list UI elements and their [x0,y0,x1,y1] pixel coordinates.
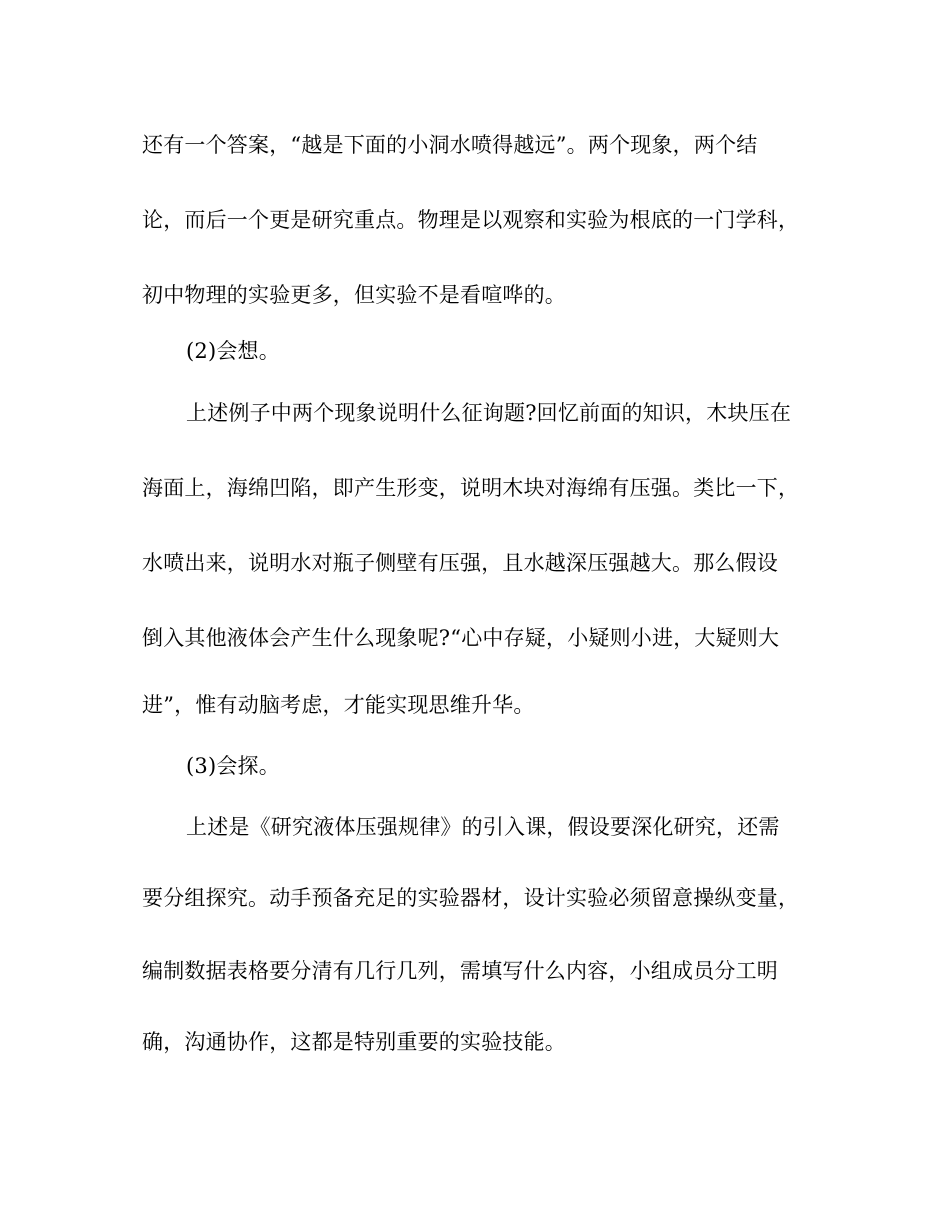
text-line: 要分组探究。动手预备充足的实验器材，设计实验必须留意操纵变量， [142,886,800,910]
text-line: 确，沟通协作，这都是特别重要的实验技能。 [142,1030,566,1054]
text-line: 进”，惟有动脑考虑，才能实现思维升华。 [142,693,535,717]
text-line: 倒入其他液体会产生什么现象呢?“心中存疑，小疑则小进，大疑则大 [142,626,780,650]
section-heading: (2)会想。 [186,339,280,363]
text-line: 编制数据表格要分清有几行几列，需填写什么内容，小组成员分工明 [142,959,778,983]
text-line: 上述例子中两个现象说明什么征询题?回忆前面的知识，木块压在 [186,401,792,425]
text-line: 上述是《研究液体压强规律》的引入课，假设要深化研究，还需 [186,815,780,839]
text-line: 初中物理的实验更多，但实验不是看喧哗的。 [142,283,566,307]
text-line: 还有一个答案，“越是下面的小洞水喷得越远”。两个现象，两个结 [142,133,758,157]
text-line: 水喷出来，说明水对瓶子侧壁有压强，且水越深压强越大。那么假设 [142,551,778,575]
text-line: 论，而后一个更是研究重点。物理是以观察和实验为根底的一门学科， [142,208,800,232]
text-line: 海面上，海绵凹陷，即产生形变，说明木块对海绵有压强。类比一下， [142,476,800,500]
section-heading: (3)会探。 [186,754,280,778]
